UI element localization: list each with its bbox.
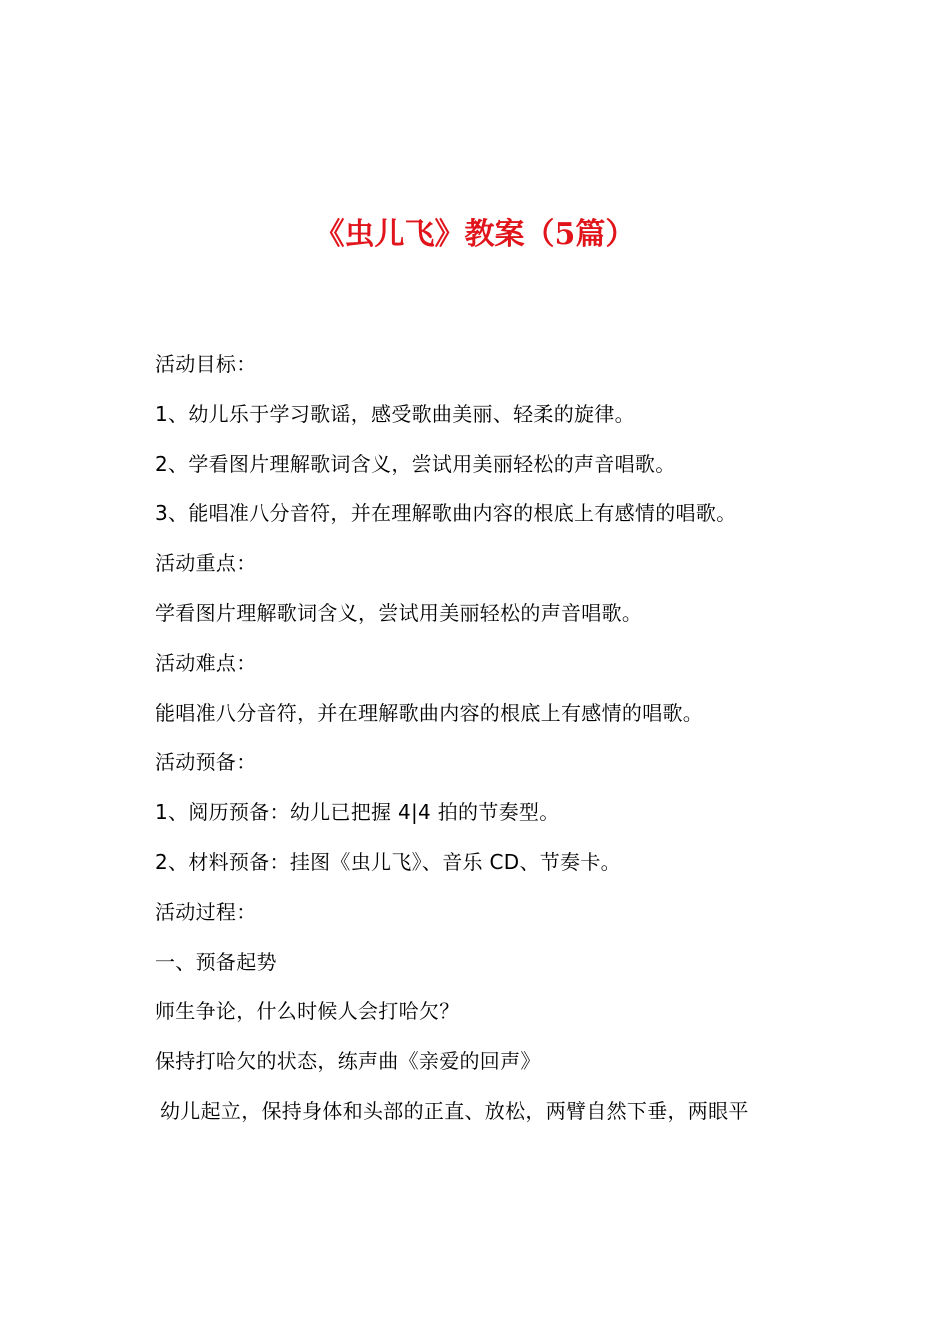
paragraph-posture: 幼儿起立，保持身体和头部的正直、放松，两臂自然下垂，两眼平: [160, 1098, 749, 1123]
document-body: [155, 340, 855, 1137]
paragraph-goal-3: 3、能唱准八分音符，并在理解歌曲内容的根底上有感情的唱歌。: [155, 501, 737, 526]
paragraph-vocal-exercise: 保持打哈欠的状态，练声曲《亲爱的回声》: [155, 1049, 541, 1074]
paragraph-key-points: 学看图片理解歌词含义，尝试用美丽轻松的声音唱歌。: [155, 600, 643, 625]
paragraph-key-points-heading: 活动重点：: [155, 551, 257, 576]
paragraph-difficulties-heading: 活动难点：: [155, 650, 257, 675]
paragraph-discussion: 师生争论，什么时候人会打哈欠？: [155, 999, 460, 1024]
paragraph-process-heading: 活动过程：: [155, 899, 257, 924]
document-title: 《虫儿飞》教案（5篇）: [314, 217, 636, 252]
paragraph-activity-goals-heading: 活动目标：: [155, 352, 257, 376]
paragraph-difficulties: 能唱准八分音符，并在理解歌曲内容的根底上有感情的唱歌。: [155, 700, 704, 725]
paragraph-goal-1: 1、幼儿乐于学习歌谣，感受歌曲美丽、轻柔的旋律。: [155, 401, 635, 426]
paragraph-goal-2: 2、学看图片理解歌词含义，尝试用美丽轻松的声音唱歌。: [155, 451, 676, 476]
paragraph-preparation-2: 2、材料预备：挂图《虫儿飞》、音乐 CD、节奏卡。: [155, 849, 621, 874]
paragraph-step-1-heading: 一、预备起势: [155, 949, 277, 974]
paragraph-preparation-1: 1、阅历预备：幼儿已把握 4|4 拍的节奏型。: [155, 800, 560, 825]
paragraph-preparation-heading: 活动预备：: [155, 750, 257, 775]
